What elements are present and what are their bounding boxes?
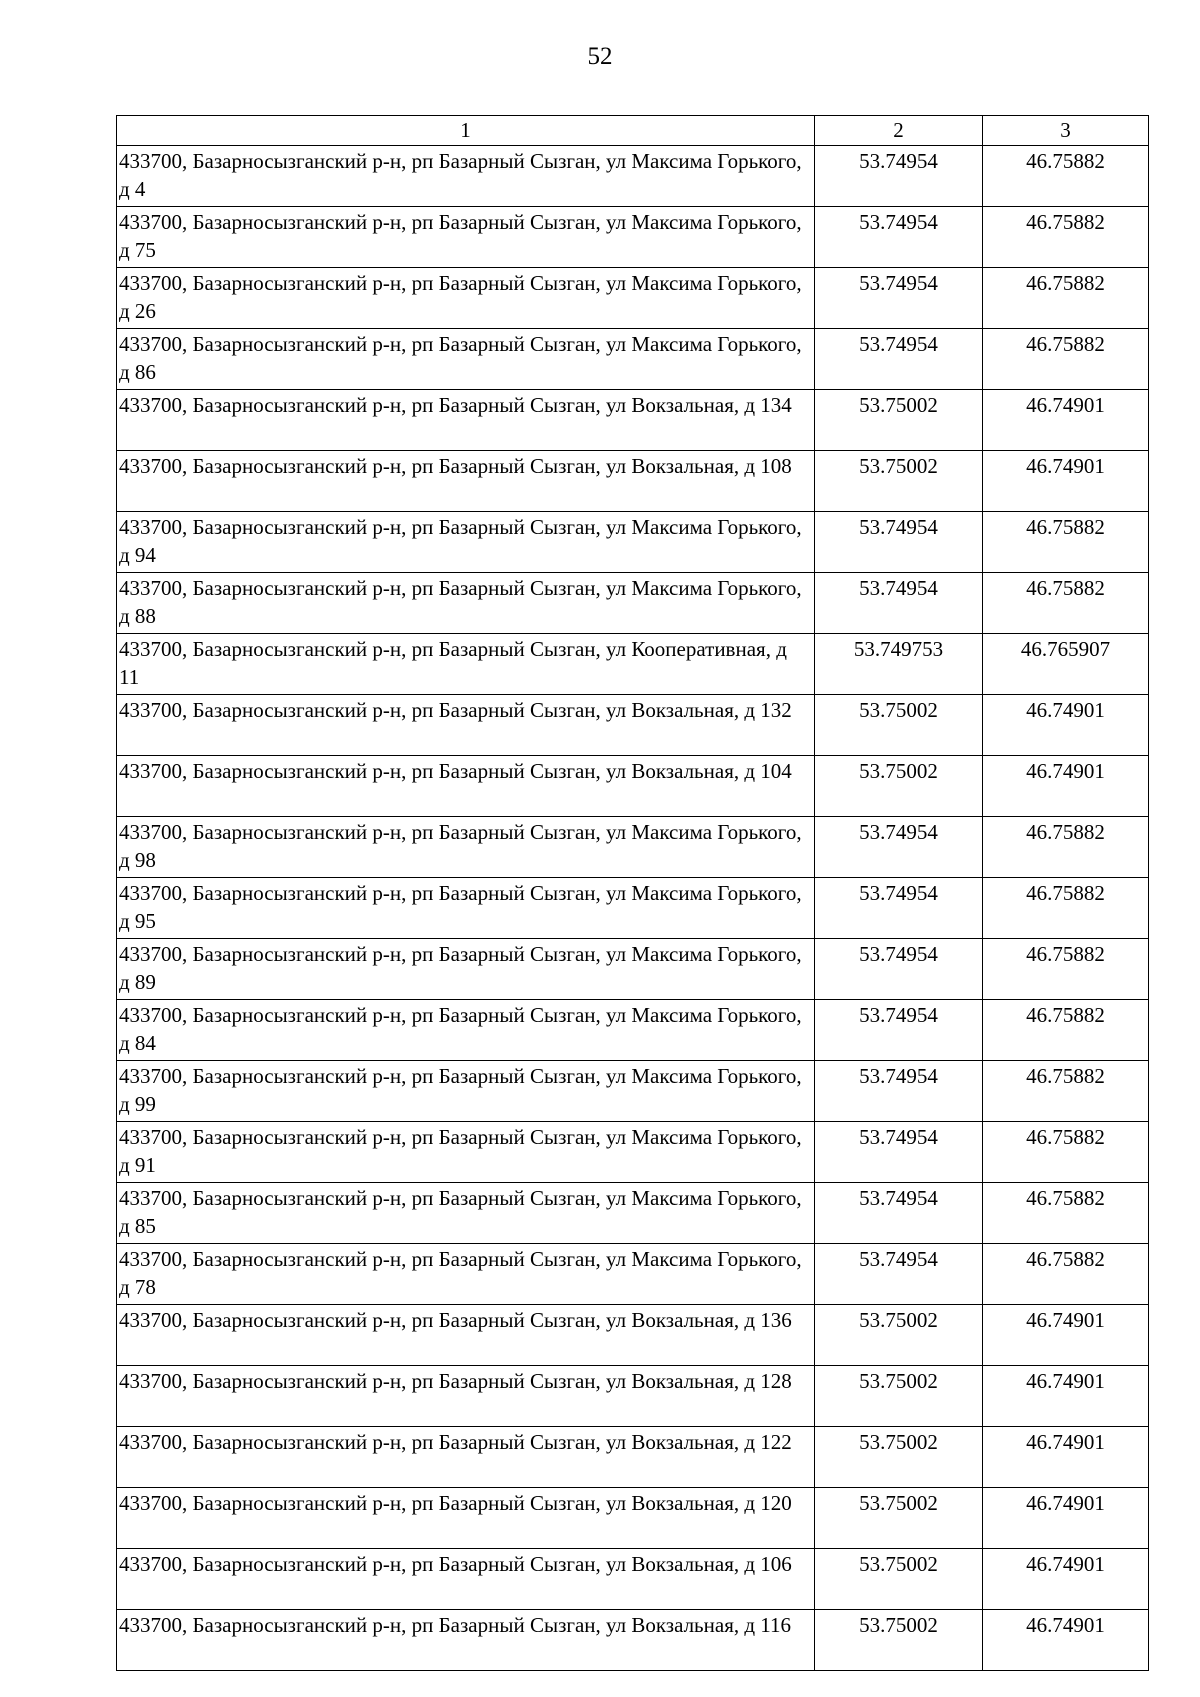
latitude-cell: 53.74954 — [815, 512, 983, 573]
table-row — [117, 939, 1149, 1000]
latitude-cell: 53.74954 — [815, 1244, 983, 1305]
table-row — [117, 1061, 1149, 1122]
table-body — [117, 146, 1149, 1671]
longitude-cell: 46.74901 — [983, 756, 1149, 817]
address-cell: 433700, Базарносызганский р-н, рп Базарный Сызган, ул Вокзальная, д 108 — [117, 451, 815, 512]
latitude-cell: 53.75002 — [815, 390, 983, 451]
latitude-cell: 53.74954 — [815, 1183, 983, 1244]
address-cell: 433700, Базарносызганский р-н, рп Базарный Сызган, ул Максима Горького, д 88 — [117, 573, 815, 634]
longitude-cell: 46.74901 — [983, 451, 1149, 512]
latitude-cell: 53.75002 — [815, 1366, 983, 1427]
longitude-cell: 46.74901 — [983, 1488, 1149, 1549]
latitude-cell: 53.75002 — [815, 695, 983, 756]
address-cell: 433700, Базарносызганский р-н, рп Базарный Сызган, ул Вокзальная, д 136 — [117, 1305, 815, 1366]
latitude-cell: 53.75002 — [815, 1488, 983, 1549]
latitude-cell: 53.75002 — [815, 1427, 983, 1488]
longitude-cell: 46.75882 — [983, 1183, 1149, 1244]
longitude-cell: 46.75882 — [983, 268, 1149, 329]
table-row — [117, 695, 1149, 756]
longitude-cell: 46.75882 — [983, 1244, 1149, 1305]
table-row — [117, 756, 1149, 817]
longitude-cell: 46.74901 — [983, 1610, 1149, 1671]
address-cell: 433700, Базарносызганский р-н, рп Базарный Сызган, ул Вокзальная, д 104 — [117, 756, 815, 817]
latitude-cell: 53.75002 — [815, 1305, 983, 1366]
column-header-3: 3 — [983, 116, 1149, 146]
table-row — [117, 573, 1149, 634]
longitude-cell: 46.75882 — [983, 1122, 1149, 1183]
table-row — [117, 1305, 1149, 1366]
longitude-cell: 46.74901 — [983, 1366, 1149, 1427]
address-cell: 433700, Базарносызганский р-н, рп Базарный Сызган, ул Максима Горького, д 4 — [117, 146, 815, 207]
table-row — [117, 146, 1149, 207]
table-row — [117, 1366, 1149, 1427]
address-cell: 433700, Базарносызганский р-н, рп Базарный Сызган, ул Максима Горького, д 26 — [117, 268, 815, 329]
table-row — [117, 817, 1149, 878]
column-header-1: 1 — [117, 116, 815, 146]
longitude-cell: 46.75882 — [983, 1000, 1149, 1061]
longitude-cell: 46.75882 — [983, 878, 1149, 939]
latitude-cell: 53.75002 — [815, 756, 983, 817]
latitude-cell: 53.74954 — [815, 1122, 983, 1183]
address-cell: 433700, Базарносызганский р-н, рп Базарный Сызган, ул Максима Горького, д 85 — [117, 1183, 815, 1244]
longitude-cell: 46.74901 — [983, 1427, 1149, 1488]
table-row — [117, 1610, 1149, 1671]
address-cell: 433700, Базарносызганский р-н, рп Базарный Сызган, ул Максима Горького, д 91 — [117, 1122, 815, 1183]
latitude-cell: 53.74954 — [815, 1000, 983, 1061]
latitude-cell: 53.75002 — [815, 451, 983, 512]
longitude-cell: 46.75882 — [983, 146, 1149, 207]
table-header-row — [117, 116, 1149, 146]
table-row — [117, 634, 1149, 695]
table-row — [117, 207, 1149, 268]
longitude-cell: 46.75882 — [983, 573, 1149, 634]
latitude-cell: 53.74954 — [815, 1061, 983, 1122]
table-row — [117, 1183, 1149, 1244]
address-cell: 433700, Базарносызганский р-н, рп Базарный Сызган, ул Вокзальная, д 122 — [117, 1427, 815, 1488]
latitude-cell: 53.74954 — [815, 573, 983, 634]
address-cell: 433700, Базарносызганский р-н, рп Базарный Сызган, ул Вокзальная, д 116 — [117, 1610, 815, 1671]
address-cell: 433700, Базарносызганский р-н, рп Базарный Сызган, ул Вокзальная, д 132 — [117, 695, 815, 756]
latitude-cell: 53.75002 — [815, 1610, 983, 1671]
table-row — [117, 1122, 1149, 1183]
address-cell: 433700, Базарносызганский р-н, рп Базарный Сызган, ул Максима Горького, д 99 — [117, 1061, 815, 1122]
address-cell: 433700, Базарносызганский р-н, рп Базарный Сызган, ул Максима Горького, д 78 — [117, 1244, 815, 1305]
longitude-cell: 46.74901 — [983, 695, 1149, 756]
table-row — [117, 512, 1149, 573]
longitude-cell: 46.75882 — [983, 207, 1149, 268]
table-row — [117, 451, 1149, 512]
latitude-cell: 53.74954 — [815, 146, 983, 207]
latitude-cell: 53.74954 — [815, 207, 983, 268]
address-cell: 433700, Базарносызганский р-н, рп Базарный Сызган, ул Максима Горького, д 94 — [117, 512, 815, 573]
address-cell: 433700, Базарносызганский р-н, рп Базарный Сызган, ул Кооперативная, д 11 — [117, 634, 815, 695]
table-row — [117, 268, 1149, 329]
address-table — [116, 115, 1149, 1671]
longitude-cell: 46.75882 — [983, 939, 1149, 1000]
table-row — [117, 878, 1149, 939]
table-row — [117, 329, 1149, 390]
address-cell: 433700, Базарносызганский р-н, рп Базарный Сызган, ул Максима Горького, д 86 — [117, 329, 815, 390]
address-cell: 433700, Базарносызганский р-н, рп Базарный Сызган, ул Максима Горького, д 98 — [117, 817, 815, 878]
table-row — [117, 390, 1149, 451]
address-cell: 433700, Базарносызганский р-н, рп Базарный Сызган, ул Максима Горького, д 84 — [117, 1000, 815, 1061]
column-header-2: 2 — [815, 116, 983, 146]
address-cell: 433700, Базарносызганский р-н, рп Базарный Сызган, ул Вокзальная, д 134 — [117, 390, 815, 451]
table-row — [117, 1000, 1149, 1061]
address-cell: 433700, Базарносызганский р-н, рп Базарный Сызган, ул Максима Горького, д 95 — [117, 878, 815, 939]
longitude-cell: 46.74901 — [983, 390, 1149, 451]
longitude-cell: 46.75882 — [983, 1061, 1149, 1122]
latitude-cell: 53.74954 — [815, 939, 983, 1000]
longitude-cell: 46.75882 — [983, 817, 1149, 878]
latitude-cell: 53.74954 — [815, 268, 983, 329]
table-row — [117, 1244, 1149, 1305]
longitude-cell: 46.74901 — [983, 1305, 1149, 1366]
address-cell: 433700, Базарносызганский р-н, рп Базарный Сызган, ул Максима Горького, д 75 — [117, 207, 815, 268]
latitude-cell: 53.74954 — [815, 329, 983, 390]
longitude-cell: 46.765907 — [983, 634, 1149, 695]
address-cell: 433700, Базарносызганский р-н, рп Базарный Сызган, ул Вокзальная, д 106 — [117, 1549, 815, 1610]
latitude-cell: 53.75002 — [815, 1549, 983, 1610]
page-number: 52 — [587, 43, 613, 70]
address-cell: 433700, Базарносызганский р-н, рп Базарный Сызган, ул Вокзальная, д 120 — [117, 1488, 815, 1549]
latitude-cell: 53.74954 — [815, 878, 983, 939]
latitude-cell: 53.74954 — [815, 817, 983, 878]
longitude-cell: 46.75882 — [983, 512, 1149, 573]
table-row — [117, 1427, 1149, 1488]
longitude-cell: 46.75882 — [983, 329, 1149, 390]
table-row — [117, 1549, 1149, 1610]
address-cell: 433700, Базарносызганский р-н, рп Базарный Сызган, ул Вокзальная, д 128 — [117, 1366, 815, 1427]
longitude-cell: 46.74901 — [983, 1549, 1149, 1610]
address-cell: 433700, Базарносызганский р-н, рп Базарный Сызган, ул Максима Горького, д 89 — [117, 939, 815, 1000]
table-row — [117, 1488, 1149, 1549]
latitude-cell: 53.749753 — [815, 634, 983, 695]
